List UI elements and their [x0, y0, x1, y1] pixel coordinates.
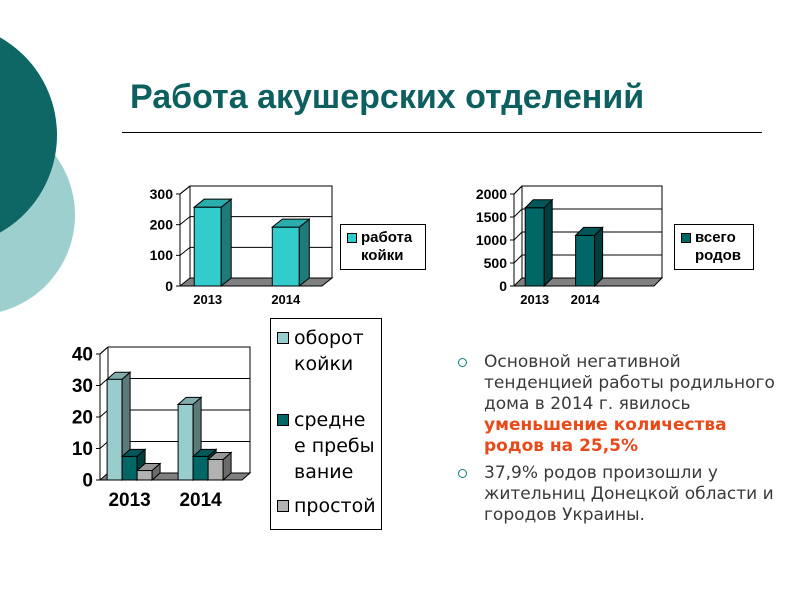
y-tick-label: 100 — [149, 247, 173, 264]
y-tick-label: 500 — [483, 254, 507, 271]
legend-item — [345, 229, 421, 265]
bar — [178, 404, 193, 480]
bar — [122, 456, 137, 480]
y-tick-label: 200 — [149, 216, 173, 233]
y-tick-label: 20 — [71, 407, 93, 429]
y-tick-label: 1500 — [475, 208, 507, 225]
legend-item — [275, 325, 377, 377]
bar — [193, 456, 208, 480]
legend-label: работа койки — [361, 229, 413, 264]
bullet-text: Основной негативной тенденцией работы родильного дома в 2014 г. явилось — [484, 352, 775, 414]
gridline — [514, 209, 522, 217]
bullet-text: 37,9% родов произошли у жительниц Донецкой области и городов Украины. — [484, 463, 774, 525]
bar-side — [299, 219, 309, 286]
y-tick-label: 40 — [71, 344, 93, 366]
bar-side — [595, 227, 603, 286]
y-tick-label: 0 — [82, 470, 93, 492]
total-births-legend — [674, 224, 754, 270]
legend-label: всего родов — [695, 229, 742, 264]
bullet-circle-icon — [458, 358, 467, 367]
bullet-list — [458, 352, 778, 532]
x-category-label: 2013 — [193, 292, 223, 307]
bed-work-chart — [140, 176, 330, 316]
x-category-label: 2013 — [108, 490, 151, 511]
y-tick-label: 0 — [165, 277, 173, 294]
legend-swatch — [277, 332, 289, 344]
y-tick-label: 30 — [71, 376, 93, 398]
total-births-chart — [462, 176, 672, 316]
bar — [137, 471, 152, 480]
title-divider — [122, 132, 762, 133]
bullet-item — [458, 352, 778, 457]
x-category-label: 2014 — [179, 490, 222, 511]
bed-work-legend — [340, 224, 426, 270]
bar — [576, 235, 595, 286]
legend-swatch — [277, 500, 289, 512]
legend-item — [275, 493, 377, 519]
legend-item — [679, 229, 749, 265]
bar — [525, 208, 544, 286]
bar — [208, 460, 223, 480]
bed-indicators-legend — [270, 318, 382, 530]
legend-label: среднее пребывание — [294, 409, 375, 483]
y-tick-label: 300 — [149, 185, 173, 202]
bed-indicators-chart — [60, 336, 260, 526]
gridline — [180, 186, 190, 194]
bar-side — [221, 199, 231, 286]
legend-item — [275, 407, 377, 485]
x-category-label: 2014 — [570, 292, 600, 307]
legend-label: простой — [294, 495, 376, 517]
legend-swatch — [681, 233, 691, 243]
y-tick-label: 10 — [71, 439, 93, 461]
bullet-highlight: уменьшение количества родов на 25,5% — [484, 415, 727, 456]
x-category-label: 2013 — [520, 292, 550, 307]
bar — [194, 207, 221, 286]
legend-swatch — [277, 414, 289, 426]
legend-label: оборот койки — [294, 327, 364, 375]
bar-side — [544, 200, 552, 286]
y-tick-label: 1000 — [475, 231, 507, 248]
bullet-circle-icon — [458, 469, 467, 478]
y-tick-label: 2000 — [475, 185, 507, 202]
gridline — [514, 232, 522, 240]
bullet-item — [458, 463, 778, 526]
gridline — [180, 217, 190, 225]
legend-swatch — [347, 233, 357, 243]
gridline — [514, 255, 522, 263]
bar — [107, 379, 122, 480]
gridline — [514, 186, 522, 194]
gridline — [100, 347, 108, 354]
slide-title: Работа акушерских отделений — [130, 78, 645, 116]
y-tick-label: 0 — [499, 277, 507, 294]
bar — [272, 227, 299, 286]
x-category-label: 2014 — [271, 292, 301, 307]
gridline — [180, 247, 190, 255]
